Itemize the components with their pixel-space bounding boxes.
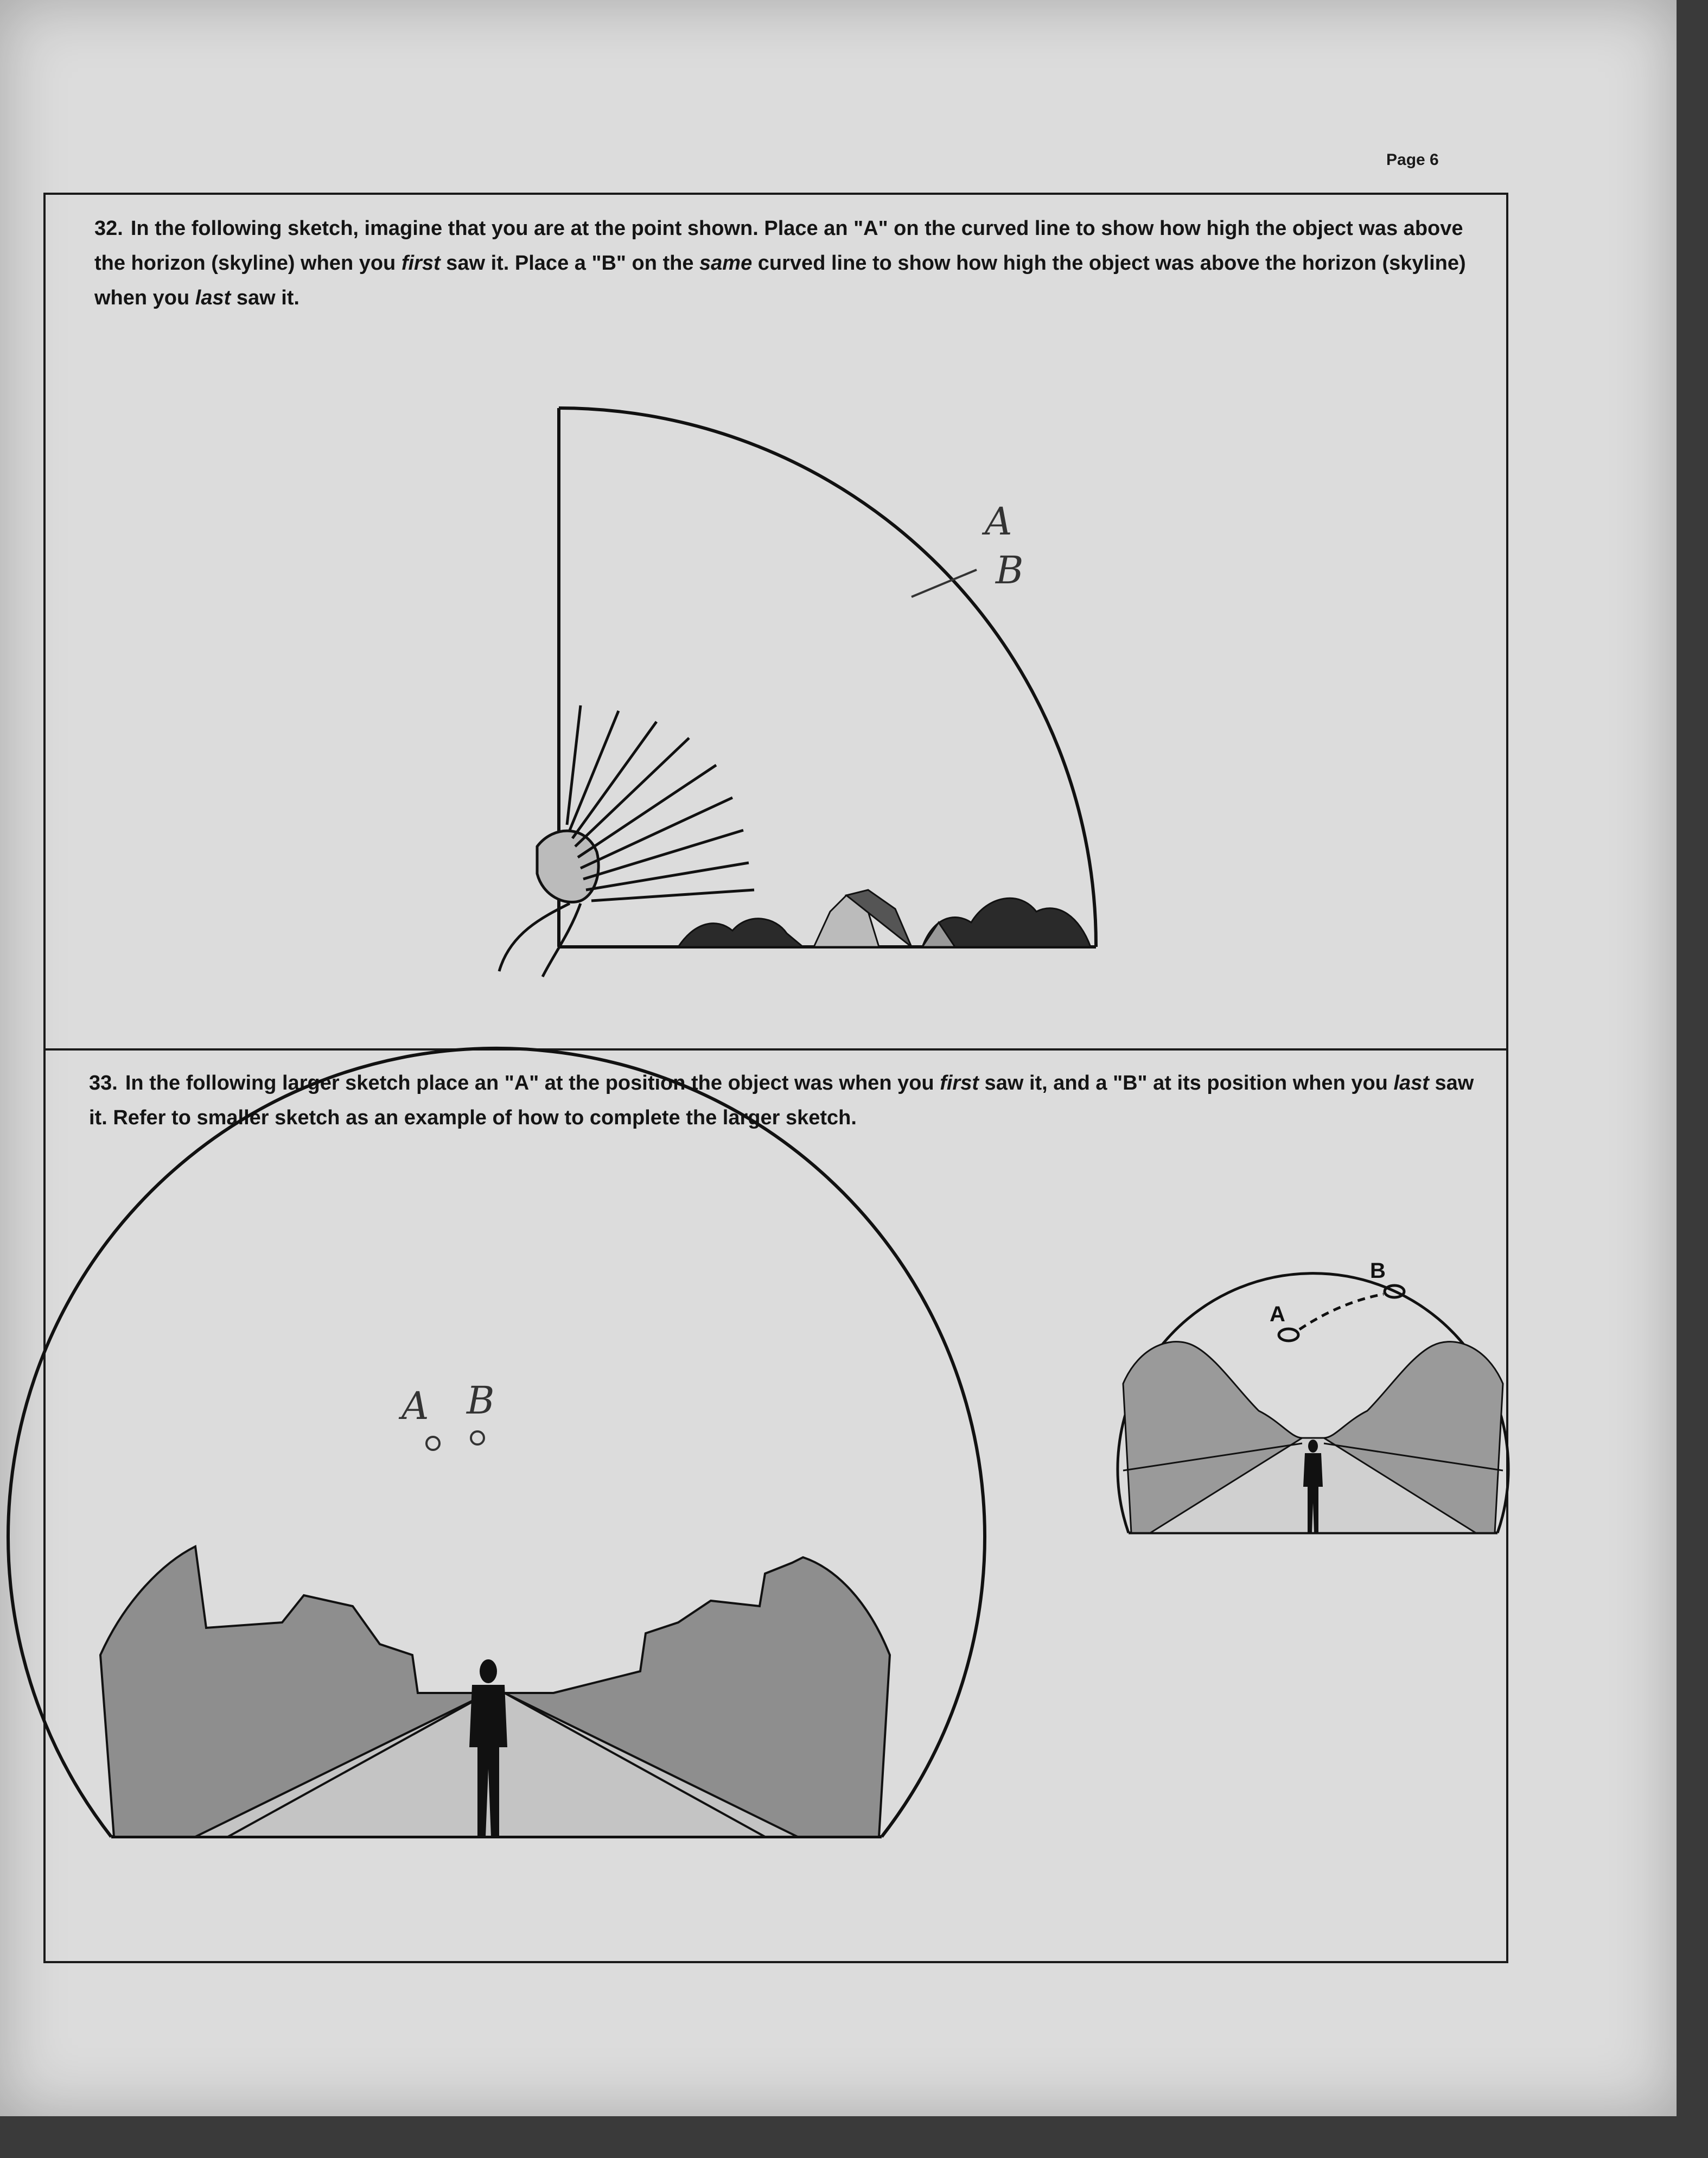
question-number: 33. [89, 1072, 118, 1094]
handwritten-b-33: B [467, 1378, 495, 1423]
emphasized-text: last [195, 287, 231, 309]
question-text-segment: In the following sketch, imagine that you are at the point shown. Place an "A" on the curved line to show how high the object was above the horizon (skyline) when you [94, 217, 1463, 275]
emphasized-text: first [940, 1072, 979, 1094]
handwritten-a-33: A [401, 1384, 429, 1428]
question-text-segment: curved line to show how high the object was above the horizon (skyline) when you [94, 252, 1466, 309]
sky-arc-curve [559, 408, 1096, 947]
example-label-b: B [1370, 1259, 1386, 1283]
question-text-segment: saw it. Refer to smaller sketch as an example of how to complete the larger sketch. [89, 1072, 1474, 1129]
question-text-segment: saw it. Place a "B" on the [440, 252, 700, 275]
example-trajectory [1279, 1285, 1404, 1341]
question-number: 32. [94, 217, 123, 240]
page-number: Page 6 [1386, 151, 1439, 169]
skyline-trees [678, 890, 1091, 947]
example-scene [1123, 1342, 1503, 1533]
question-text-segment: saw it, and a "B" at its position when you [979, 1072, 1394, 1094]
handwritten-b-32: B [996, 548, 1024, 593]
emphasized-text: first [401, 252, 441, 275]
handwritten-a-32: A [985, 499, 1012, 544]
question-text-segment: saw it. [231, 287, 299, 309]
emphasized-text: same [699, 252, 753, 275]
question-text-segment: In the following larger sketch place an "A" at the position the object was when you [125, 1072, 940, 1094]
handwritten-answer-32 [912, 570, 977, 597]
example-label-a: A [1270, 1302, 1285, 1326]
emphasized-text: last [1393, 1072, 1429, 1094]
handwritten-answer-33 [426, 1431, 484, 1450]
